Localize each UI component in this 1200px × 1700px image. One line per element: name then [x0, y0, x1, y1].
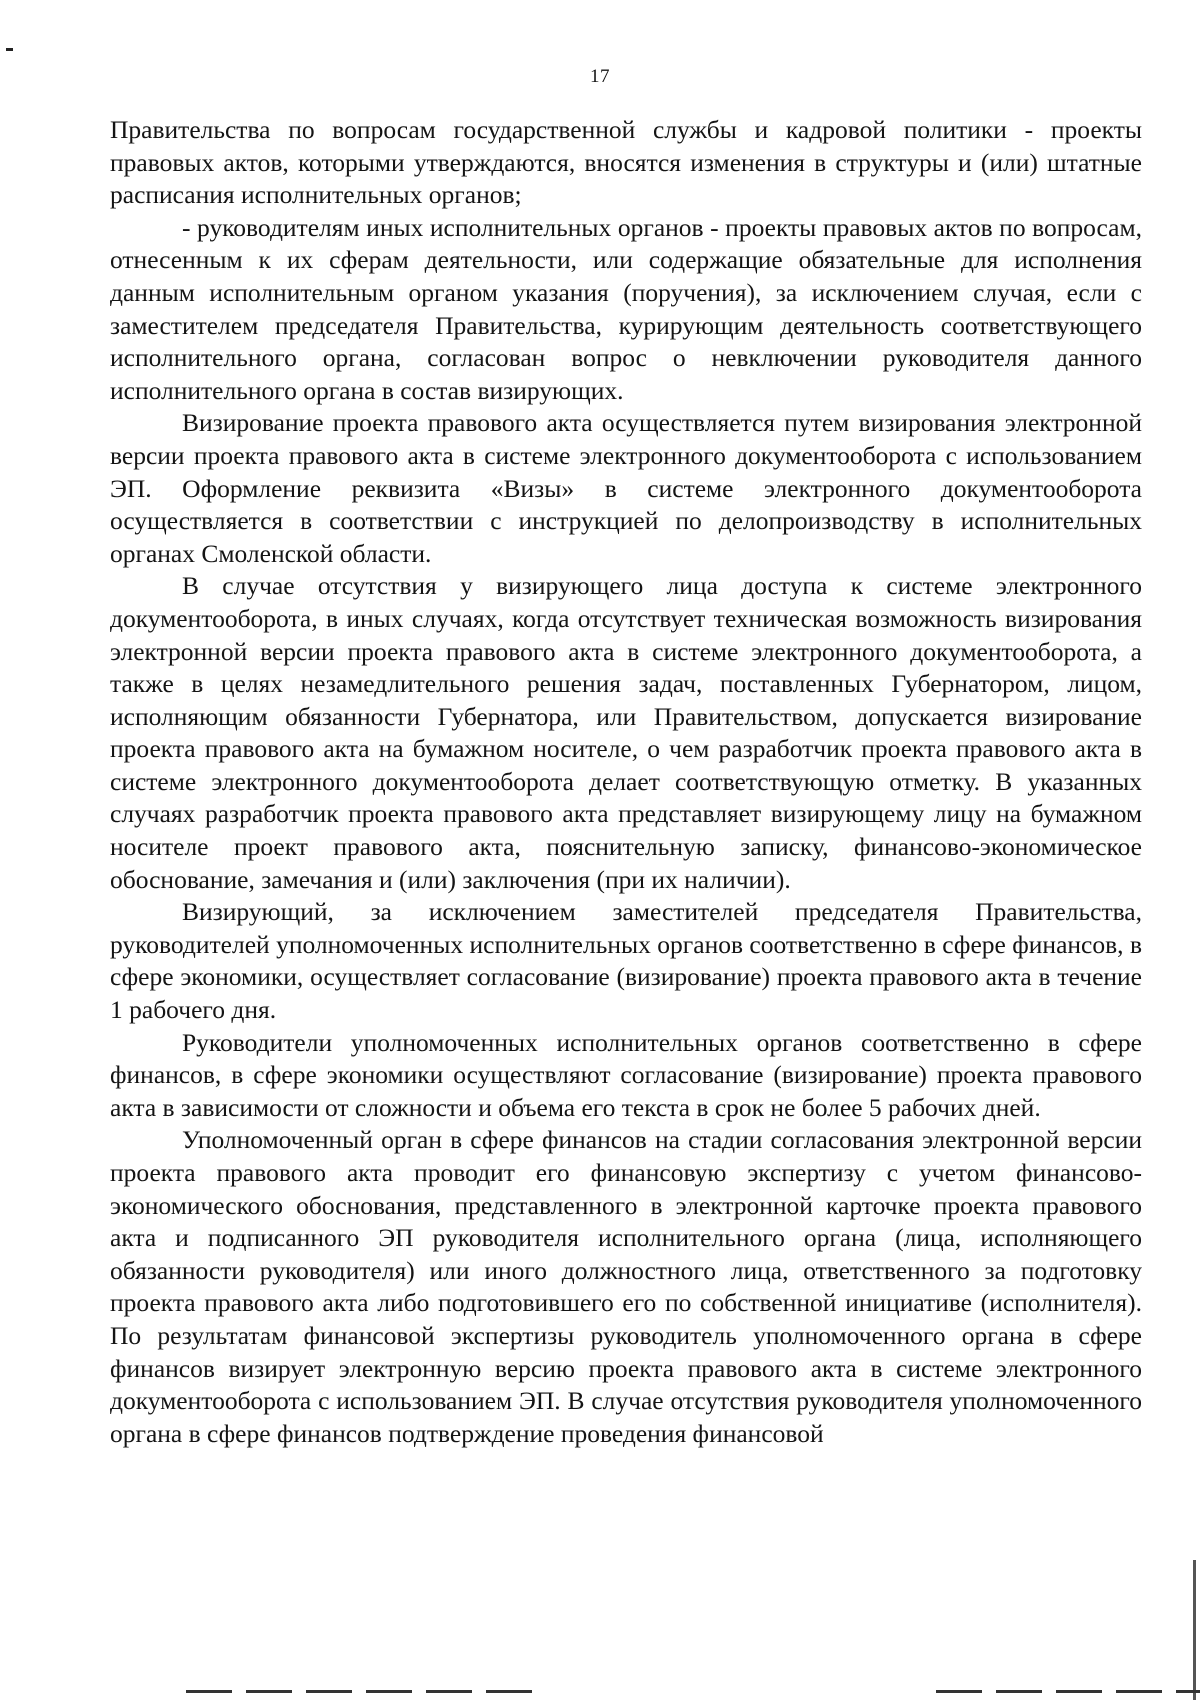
scan-artifact-mark: [6, 48, 13, 51]
scan-edge-shadow: [1193, 1560, 1196, 1700]
paragraph: - руководителям иных исполнительных органов - проекты правовых актов по вопросам, отнесенным к их сферам деятельности, или содержащие обязательные для исполнения данным исполнительным органом указания (поручения), за исключением случая, если с заместителем председателя Правительства, курирующим деятельность соответствующего исполнительного органа, согласован вопрос о невключении руководителя данного исполнительного органа в состав визирующих.: [110, 212, 1142, 405]
paragraph-continuation: Правительства по вопросам государственной службы и кадровой политики - проекты правовых актов, которыми утверждаются, вносятся изменения в структуры и (или) штатные расписания исполнительных органов;: [110, 115, 1142, 210]
scan-bottom-artifact: [186, 1690, 532, 1700]
paragraph: Визирование проекта правового акта осуществляется путем визирования электронной версии проекта правового акта в системе электронного документооборота с использованием ЭП. Оформление реквизита «Визы» в системе электронного документооборота осуществляется в соответствии с инструкцией по делопроизводству в исполнительных органах Смоленской области.: [110, 408, 1142, 568]
paragraph: В случае отсутствия у визирующего лица доступа к системе электронного документооборота, в иных случаях, когда отсутствует техническая возможность визирования электронной версии проекта правового акта в системе электронного документооборота, а также в целях незамедлительного решения задач, поставленных Губернатором, лицом, исполняющим обязанности Губернатора, или Правительством, допускается визирование проекта правового акта на бумажном носителе, о чем разработчик проекта правового акта в системе электронного документооборота делает соответствующую отметку. В указанных случаях разработчик проекта правового акта представляет визирующему лицу на бумажном носителе проект правового акта, пояснительную записку, финансово-экономическое обоснование, замечания и (или) заключения (при их наличии).: [110, 571, 1142, 894]
scan-bottom-artifact: [936, 1690, 1200, 1700]
page-number: 17: [590, 66, 610, 87]
paragraph: Руководители уполномоченных исполнительных органов соответственно в сфере финансов, в сфере экономики осуществляют согласование (визирование) проекта правового акта в зависимости от сложности и объема его текста в срок не более 5 рабочих дней.: [110, 1027, 1142, 1122]
paragraph: Уполномоченный орган в сфере финансов на стадии согласования электронной версии проекта правового акта проводит его финансовую экспертизу с учетом финансово-экономического обоснования, представленного в электронной карточке проекта правового акта и подписанного ЭП руководителя исполнительного органа (лица, исполняющего обязанности руководителя) или иного должностного лица, ответственного за подготовку проекта правового акта либо подготовившего его по собственной инициативе (исполнителя). По результатам финансовой экспертизы руководитель уполномоченного органа в сфере финансов визирует электронную версию проекта правового акта в системе электронного документооборота с использованием ЭП. В случае отсутствия руководителя уполномоченного органа в сфере финансов подтверждение проведения финансовой: [110, 1125, 1142, 1448]
document-body: [110, 114, 1142, 1450]
paragraph: Визирующий, за исключением заместителей председателя Правительства, руководителей уполномоченных исполнительных органов соответственно в сфере финансов, в сфере экономики, осуществляет согласование (визирование) проекта правового акта в течение 1 рабочего дня.: [110, 897, 1142, 1025]
